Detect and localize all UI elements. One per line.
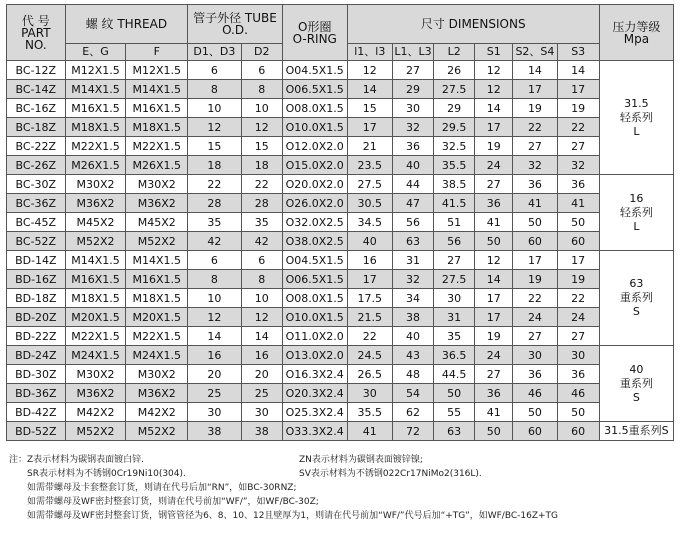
- cell-d1: 38: [188, 422, 242, 441]
- cell-d1: 15: [188, 137, 242, 156]
- cell-l1: 17: [347, 270, 392, 289]
- cell-oring: O20.3X2.4: [282, 384, 347, 403]
- cell-s3: 19: [557, 270, 599, 289]
- cell-f: M24X1.5: [126, 346, 188, 365]
- cell-s3: 27: [557, 327, 599, 346]
- cell-bl1: 40: [392, 156, 433, 175]
- cell-s3: 14: [557, 61, 599, 80]
- table-row: [7, 232, 674, 251]
- cell-s1: 14: [475, 270, 513, 289]
- table-row: [7, 384, 674, 403]
- cell-eg: M20X1.5: [65, 308, 126, 327]
- cell-bl1: 38: [392, 308, 433, 327]
- cell-d1: 22: [188, 175, 242, 194]
- table-row: [7, 422, 674, 441]
- cell-part: BD-42Z: [7, 403, 66, 422]
- cell-part: BC-16Z: [7, 99, 66, 118]
- cell-s3: 41: [557, 194, 599, 213]
- cell-eg: M22X1.5: [65, 327, 126, 346]
- cell-f: M14X1.5: [126, 80, 188, 99]
- subheader-f: F: [126, 44, 188, 61]
- cell-bl1: 30: [392, 99, 433, 118]
- cell-s1: 41: [475, 403, 513, 422]
- cell-eg: M42X2: [65, 403, 126, 422]
- cell-l1: 40: [347, 232, 392, 251]
- cell-d2: 10: [241, 289, 282, 308]
- cell-part: BC-14Z: [7, 80, 66, 99]
- cell-s2: 50: [513, 403, 557, 422]
- cell-bl1: 47: [392, 194, 433, 213]
- note-2-left: SR表示材料为不锈钢0Cr19Ni10(304).: [27, 469, 186, 479]
- cell-part: BC-18Z: [7, 118, 66, 137]
- cell-bl1: 29: [392, 80, 433, 99]
- cell-s1: 50: [475, 232, 513, 251]
- subheader-l1l3: l1、l3: [347, 44, 392, 61]
- cell-s1: 27: [475, 175, 513, 194]
- cell-l2: 27.5: [434, 270, 475, 289]
- cell-eg: M12X1.5: [65, 61, 126, 80]
- cell-eg: M24X1.5: [65, 346, 126, 365]
- cell-s2: 17: [513, 251, 557, 270]
- cell-oring: O06.5X1.5: [282, 80, 347, 99]
- cell-f: M30X2: [126, 175, 188, 194]
- cell-part: BC-30Z: [7, 175, 66, 194]
- table-row: [7, 327, 674, 346]
- cell-l2: 26: [434, 61, 475, 80]
- cell-s3: 17: [557, 80, 599, 99]
- note-4: 如需带螺母及WF密封整套订货，则请在代号前加“WF/”，如WF/BC-30Z;: [27, 497, 319, 507]
- cell-bl1: 48: [392, 365, 433, 384]
- cell-l1: 14: [347, 80, 392, 99]
- cell-l1: 23.5: [347, 156, 392, 175]
- cell-s1: 36: [475, 194, 513, 213]
- cell-d2: 6: [241, 61, 282, 80]
- cell-oring: O26.0X2.0: [282, 194, 347, 213]
- cell-s3: 60: [557, 232, 599, 251]
- cell-d2: 8: [241, 80, 282, 99]
- cell-f: M52X2: [126, 422, 188, 441]
- cell-bl1: 40: [392, 327, 433, 346]
- note-2-right: SV表示材料为不锈钢022Cr17NiMo2(316L).: [299, 469, 482, 479]
- cell-bl1: 32: [392, 270, 433, 289]
- note-3: 如需带螺母及卡套整套订货，则请在代号后加“RN”，如BC-30RNZ;: [27, 483, 297, 493]
- cell-s3: 19: [557, 99, 599, 118]
- cell-l1: 41: [347, 422, 392, 441]
- cell-s1: 19: [475, 137, 513, 156]
- cell-oring: O10.0X1.5: [282, 308, 347, 327]
- cell-f: M20X1.5: [126, 308, 188, 327]
- cell-s1: 27: [475, 365, 513, 384]
- cell-s1: 24: [475, 346, 513, 365]
- cell-f: M12X1.5: [126, 61, 188, 80]
- cell-f: M22X1.5: [126, 327, 188, 346]
- cell-l2: 31: [434, 308, 475, 327]
- cell-l1: 30.5: [347, 194, 392, 213]
- fitting-spec-table: [6, 4, 674, 441]
- table-row: [7, 213, 674, 232]
- cell-s3: 60: [557, 422, 599, 441]
- cell-l1: 35.5: [347, 403, 392, 422]
- cell-s2: 22: [513, 289, 557, 308]
- cell-f: M42X2: [126, 403, 188, 422]
- pressure-grade-g2: 16 轻系列 L: [599, 175, 673, 251]
- cell-s1: 41: [475, 213, 513, 232]
- cell-s1: 17: [475, 289, 513, 308]
- cell-f: M22X1.5: [126, 137, 188, 156]
- table-row: [7, 137, 674, 156]
- cell-l1: 21.5: [347, 308, 392, 327]
- cell-bl1: 32: [392, 118, 433, 137]
- cell-d1: 35: [188, 213, 242, 232]
- cell-s2: 36: [513, 175, 557, 194]
- cell-l1: 16: [347, 251, 392, 270]
- cell-l1: 34.5: [347, 213, 392, 232]
- table-row: [7, 308, 674, 327]
- cell-d1: 18: [188, 156, 242, 175]
- cell-part: BD-14Z: [7, 251, 66, 270]
- table-row: [7, 346, 674, 365]
- cell-s1: 17: [475, 118, 513, 137]
- cell-s3: 32: [557, 156, 599, 175]
- cell-f: M52X2: [126, 232, 188, 251]
- cell-l1: 15: [347, 99, 392, 118]
- table-row: [7, 251, 674, 270]
- cell-s3: 22: [557, 289, 599, 308]
- cell-oring: O12.0X2.0: [282, 137, 347, 156]
- cell-f: M16X1.5: [126, 270, 188, 289]
- cell-oring: O32.0X2.5: [282, 213, 347, 232]
- cell-oring: O33.3X2.4: [282, 422, 347, 441]
- cell-oring: O04.5X1.5: [282, 251, 347, 270]
- cell-l2: 56: [434, 232, 475, 251]
- cell-d2: 8: [241, 270, 282, 289]
- cell-s2: 17: [513, 80, 557, 99]
- subheader-s1: S1: [475, 44, 513, 61]
- cell-l2: 35.5: [434, 156, 475, 175]
- cell-f: M36X2: [126, 384, 188, 403]
- cell-bl1: 44: [392, 175, 433, 194]
- table-row: [7, 118, 674, 137]
- cell-s2: 19: [513, 99, 557, 118]
- subheader-bl1l3: L1、L3: [392, 44, 433, 61]
- cell-s2: 32: [513, 156, 557, 175]
- cell-s2: 60: [513, 422, 557, 441]
- cell-d2: 12: [241, 308, 282, 327]
- cell-d1: 16: [188, 346, 242, 365]
- cell-eg: M30X2: [65, 365, 126, 384]
- cell-l2: 44.5: [434, 365, 475, 384]
- cell-d1: 12: [188, 118, 242, 137]
- cell-bl1: 31: [392, 251, 433, 270]
- cell-l1: 21: [347, 137, 392, 156]
- cell-s3: 46: [557, 384, 599, 403]
- pressure-grade-g5: 31.5重系列S: [599, 422, 673, 441]
- cell-d2: 30: [241, 403, 282, 422]
- cell-d2: 20: [241, 365, 282, 384]
- cell-part: BD-16Z: [7, 270, 66, 289]
- cell-s2: 50: [513, 213, 557, 232]
- cell-f: M18X1.5: [126, 118, 188, 137]
- cell-s2: 30: [513, 346, 557, 365]
- cell-l2: 29.5: [434, 118, 475, 137]
- cell-d1: 8: [188, 270, 242, 289]
- cell-s2: 14: [513, 61, 557, 80]
- cell-oring: O06.5X1.5: [282, 270, 347, 289]
- cell-s1: 12: [475, 251, 513, 270]
- cell-bl1: 34: [392, 289, 433, 308]
- cell-bl1: 72: [392, 422, 433, 441]
- cell-f: M18X1.5: [126, 289, 188, 308]
- cell-l2: 38.5: [434, 175, 475, 194]
- cell-l2: 36.5: [434, 346, 475, 365]
- note-1-right: ZN表示材料为碳钢表面镀锌镍;: [299, 455, 423, 465]
- cell-oring: O38.0X2.5: [282, 232, 347, 251]
- cell-s1: 24: [475, 156, 513, 175]
- cell-eg: M18X1.5: [65, 118, 126, 137]
- cell-s1: 36: [475, 384, 513, 403]
- table-row: [7, 194, 674, 213]
- header-pressure: 压力等级 Mpa: [599, 5, 673, 61]
- cell-l1: 26.5: [347, 365, 392, 384]
- cell-f: M16X1.5: [126, 99, 188, 118]
- cell-s2: 60: [513, 232, 557, 251]
- cell-d1: 10: [188, 99, 242, 118]
- cell-l1: 17: [347, 118, 392, 137]
- cell-f: M30X2: [126, 365, 188, 384]
- cell-l2: 41.5: [434, 194, 475, 213]
- table-row: [7, 175, 674, 194]
- header-tube-od: 管子外径 TUBE O.D.: [188, 5, 283, 44]
- cell-s3: 24: [557, 308, 599, 327]
- cell-part: BC-22Z: [7, 137, 66, 156]
- cell-s3: 27: [557, 137, 599, 156]
- table-row: [7, 156, 674, 175]
- cell-f: M26X1.5: [126, 156, 188, 175]
- subheader-s2s4: S2、S4: [513, 44, 557, 61]
- cell-l2: 35: [434, 327, 475, 346]
- cell-s1: 12: [475, 80, 513, 99]
- cell-l2: 30: [434, 289, 475, 308]
- cell-part: BD-36Z: [7, 384, 66, 403]
- header-dimensions: 尺寸 DIMENSIONS: [347, 5, 599, 44]
- cell-eg: M16X1.5: [65, 99, 126, 118]
- subheader-l2: L2: [434, 44, 475, 61]
- cell-eg: M45X2: [65, 213, 126, 232]
- table-row: [7, 270, 674, 289]
- cell-part: BC-45Z: [7, 213, 66, 232]
- cell-oring: O08.0X1.5: [282, 289, 347, 308]
- cell-s3: 36: [557, 365, 599, 384]
- subheader-eg: E、G: [65, 44, 126, 61]
- cell-bl1: 43: [392, 346, 433, 365]
- cell-s1: 19: [475, 327, 513, 346]
- cell-s2: 36: [513, 365, 557, 384]
- cell-s2: 27: [513, 137, 557, 156]
- cell-d1: 28: [188, 194, 242, 213]
- table-row: [7, 365, 674, 384]
- cell-l1: 22: [347, 327, 392, 346]
- header-thread: 螺 纹 THREAD: [65, 5, 187, 44]
- cell-oring: O20.0X2.0: [282, 175, 347, 194]
- cell-eg: M36X2: [65, 384, 126, 403]
- cell-eg: M26X1.5: [65, 156, 126, 175]
- cell-l2: 32.5: [434, 137, 475, 156]
- cell-eg: M22X1.5: [65, 137, 126, 156]
- cell-oring: O25.3X2.4: [282, 403, 347, 422]
- subheader-d1d3: D1、D3: [188, 44, 242, 61]
- cell-d2: 12: [241, 118, 282, 137]
- cell-l2: 29: [434, 99, 475, 118]
- cell-l2: 27.5: [434, 80, 475, 99]
- cell-f: M45X2: [126, 213, 188, 232]
- cell-s3: 22: [557, 118, 599, 137]
- cell-d1: 25: [188, 384, 242, 403]
- cell-l1: 24.5: [347, 346, 392, 365]
- cell-s3: 17: [557, 251, 599, 270]
- cell-eg: M14X1.5: [65, 80, 126, 99]
- cell-l1: 27.5: [347, 175, 392, 194]
- cell-part: BD-30Z: [7, 365, 66, 384]
- cell-s2: 41: [513, 194, 557, 213]
- cell-d1: 30: [188, 403, 242, 422]
- cell-s2: 24: [513, 308, 557, 327]
- cell-d1: 10: [188, 289, 242, 308]
- notes: [9, 453, 669, 523]
- cell-bl1: 63: [392, 232, 433, 251]
- cell-eg: M52X2: [65, 422, 126, 441]
- table-row: [7, 80, 674, 99]
- cell-s2: 27: [513, 327, 557, 346]
- cell-part: BD-24Z: [7, 346, 66, 365]
- cell-s2: 22: [513, 118, 557, 137]
- cell-d1: 42: [188, 232, 242, 251]
- subheader-s3: S3: [557, 44, 599, 61]
- cell-part: BD-22Z: [7, 327, 66, 346]
- cell-oring: O16.3X2.4: [282, 365, 347, 384]
- cell-oring: O10.0X1.5: [282, 118, 347, 137]
- cell-bl1: 27: [392, 61, 433, 80]
- cell-bl1: 56: [392, 213, 433, 232]
- cell-d1: 6: [188, 61, 242, 80]
- cell-l1: 12: [347, 61, 392, 80]
- cell-bl1: 54: [392, 384, 433, 403]
- header-oring: O形圈 O-RING: [282, 5, 347, 61]
- cell-s1: 17: [475, 308, 513, 327]
- cell-d1: 14: [188, 327, 242, 346]
- cell-d1: 20: [188, 365, 242, 384]
- cell-s3: 30: [557, 346, 599, 365]
- cell-part: BD-20Z: [7, 308, 66, 327]
- cell-s2: 46: [513, 384, 557, 403]
- cell-l2: 50: [434, 384, 475, 403]
- cell-part: BC-26Z: [7, 156, 66, 175]
- table-row: [7, 289, 674, 308]
- cell-eg: M16X1.5: [65, 270, 126, 289]
- cell-d2: 22: [241, 175, 282, 194]
- cell-l2: 51: [434, 213, 475, 232]
- cell-l2: 55: [434, 403, 475, 422]
- cell-d2: 35: [241, 213, 282, 232]
- cell-eg: M18X1.5: [65, 289, 126, 308]
- cell-oring: O15.0X2.0: [282, 156, 347, 175]
- table-row: [7, 61, 674, 80]
- pressure-grade-g4: 40 重系列 S: [599, 346, 673, 422]
- cell-d2: 18: [241, 156, 282, 175]
- cell-oring: O13.0X2.0: [282, 346, 347, 365]
- cell-part: BC-36Z: [7, 194, 66, 213]
- cell-d1: 6: [188, 251, 242, 270]
- header-part-no: 代 号 PART NO.: [7, 5, 66, 61]
- cell-d2: 10: [241, 99, 282, 118]
- cell-eg: M52X2: [65, 232, 126, 251]
- cell-part: BC-12Z: [7, 61, 66, 80]
- table-row: [7, 403, 674, 422]
- cell-oring: O08.0X1.5: [282, 99, 347, 118]
- cell-eg: M36X2: [65, 194, 126, 213]
- cell-f: M14X1.5: [126, 251, 188, 270]
- cell-d2: 6: [241, 251, 282, 270]
- cell-part: BC-52Z: [7, 232, 66, 251]
- cell-s1: 50: [475, 422, 513, 441]
- cell-s3: 50: [557, 213, 599, 232]
- cell-s1: 14: [475, 99, 513, 118]
- cell-part: BD-18Z: [7, 289, 66, 308]
- cell-d1: 12: [188, 308, 242, 327]
- cell-l1: 30: [347, 384, 392, 403]
- cell-eg: M14X1.5: [65, 251, 126, 270]
- table-body: [7, 61, 674, 441]
- cell-s3: 36: [557, 175, 599, 194]
- cell-oring: O11.0X2.0: [282, 327, 347, 346]
- cell-s1: 12: [475, 61, 513, 80]
- cell-d2: 16: [241, 346, 282, 365]
- cell-f: M36X2: [126, 194, 188, 213]
- note-5: 如需带螺母及WF密封整套订货，钢管管径为6、8、10、12且壁厚为1，则请在代号前加“WF/”代号后加“+TG”，如WF/BC-16Z+TG: [27, 511, 559, 521]
- cell-d2: 25: [241, 384, 282, 403]
- note-1-left: 注：Z表示材料为碳钢表面镀白锌.: [9, 455, 145, 465]
- subheader-d2: D2: [241, 44, 282, 61]
- pressure-grade-g1: 31.5 轻系列 L: [599, 61, 673, 175]
- cell-l1: 17.5: [347, 289, 392, 308]
- cell-bl1: 36: [392, 137, 433, 156]
- cell-oring: O04.5X1.5: [282, 61, 347, 80]
- cell-l2: 63: [434, 422, 475, 441]
- cell-d1: 8: [188, 80, 242, 99]
- cell-l2: 27: [434, 251, 475, 270]
- cell-d2: 28: [241, 194, 282, 213]
- cell-part: BD-52Z: [7, 422, 66, 441]
- table-row: [7, 99, 674, 118]
- cell-s2: 19: [513, 270, 557, 289]
- cell-d2: 14: [241, 327, 282, 346]
- cell-d2: 38: [241, 422, 282, 441]
- cell-d2: 42: [241, 232, 282, 251]
- cell-s3: 50: [557, 403, 599, 422]
- pressure-grade-g3: 63 重系列 S: [599, 251, 673, 346]
- cell-bl1: 62: [392, 403, 433, 422]
- cell-eg: M30X2: [65, 175, 126, 194]
- cell-d2: 15: [241, 137, 282, 156]
